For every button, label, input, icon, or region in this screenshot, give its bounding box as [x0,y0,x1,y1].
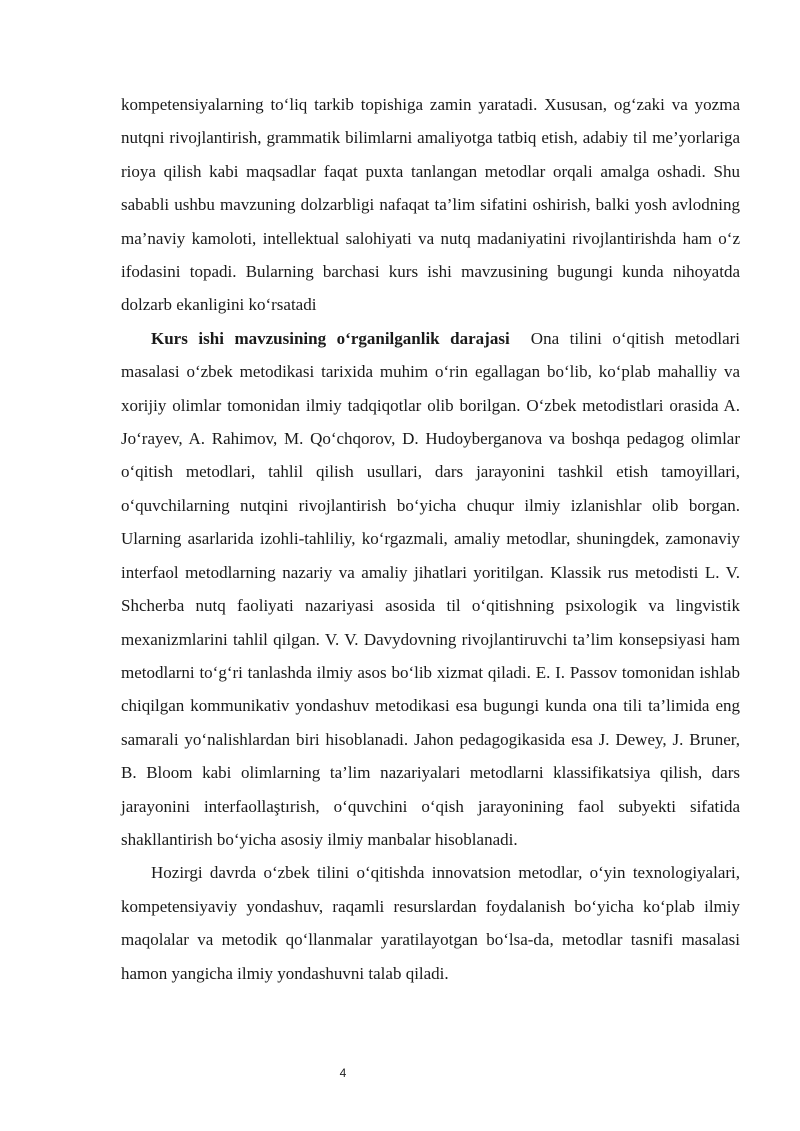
paragraph-relevance: kompetensiyalarning to‘liq tarkib topishiga zamin yaratadi. Xususan, og‘zaki va yozma nutqni rivojlantirish, grammatik bilimlarni amaliyotga tatbiq etish, adabiy til me’yorlariga rioya qilish kabi maqsadlar faqat puxta tanlangan metodlar orqali amalga oshadi. Shu sababli ushbu mavzuning dolzarbligi nafaqat ta’lim sifatini oshirish, balki yosh avlodning ma’naviy kamoloti, intellektual salohiyati va nutq madaniyatini rivojlantirishda ham o‘z ifodasini topadi. Bularning barchasi kurs ishi mavzusining bugungi kunda nihoyatda dolzarb ekanligini ko‘rsatadi [121,95,740,315]
paragraph-current-state: Hozirgi davrda o‘zbek tilini o‘qitishda innovatsion metodlar, o‘yin texnologiyalari, kompetensiyaviy yondashuv, raqamli resurslardan foydalanish bo‘yicha ko‘plab ilmiy maqolalar va metodik qo‘llanmalar yaratilayotgan bo‘lsa-da, metodlar tasnifi masalasi hamon yangicha ilmiy yondashuvni talab qiladi. [121,863,740,983]
page-number: 4 [339,1066,347,1080]
paragraph-research-level-body: Ona tilini o‘qitish metodlari masalasi o‘zbek metodikasi tarixida muhim o‘rin egallagan bo‘lib, ko‘plab mahalliy va xorijiy olimlar tomonidan ilmiy tadqiqotlar olib borilgan. O‘zbek metodistlari orasida A. Jo‘rayev, A. Rahimov, M. Qo‘chqorov, D. Hudoyberganova va boshqa pedagog olimlar o‘qitish metodlari, tahlil qilish usullari, dars jarayonini tashkil etish tamoyillari, o‘quvchilarning nutqini rivojlantirish bo‘yicha chuqur ilmiy izlanishlar olib borgan. Ularning asarlarida izohli-tahliliy, ko‘rgazmali, amaliy metodlar, shuningdek, zamonaviy interfaol metodlarning nazariy va amaliy jihatlari yoritilgan. Klassik rus metodisti L. V. Shcherba nutq faoliyati nazariyasi asosida til o‘qitishning psixologik va lingvistik mexanizmlarini tahlil qilgan. V. V. Davydovning rivojlantiruvchi ta’lim konsepsiyasi ham metodlarni to‘g‘ri tanlashda ilmiy asos bo‘lib xizmat qiladi. E. I. Passov tomonidan ishlab chiqilgan kommunikativ yondashuv metodikasi esa bugungi kunda ona tili ta’limida eng samarali yo‘nalishlardan biri hisoblanadi. Jahon pedagogikasida esa J. Dewey, J. Bruner, B. Bloom kabi olimlarning ta’lim nazariyalari metodlarni klassifikatsiya qilish, dars jarayonini interfaollaştırish, o‘quvchini o‘qish jarayonining faol subyekti sifatida shakllantirish bo‘yicha asosiy ilmiy manbalar hisoblanadi. [121,328,745,849]
section-heading-research-level: Kurs ishi mavzusining o‘rganilganlik darajasi [151,328,510,348]
document-body [121,88,745,990]
paragraph-research-level [121,322,745,857]
